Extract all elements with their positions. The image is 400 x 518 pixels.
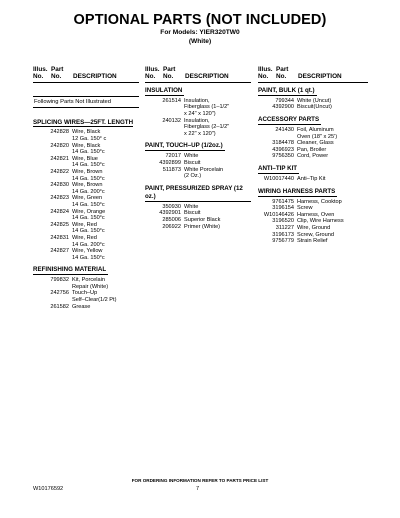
part-description: Wire, Green 14 Ga. 150°c bbox=[72, 195, 105, 208]
parts-column-1 bbox=[33, 66, 139, 310]
part-row bbox=[33, 248, 139, 261]
part-row bbox=[258, 147, 368, 154]
part-row bbox=[145, 160, 251, 167]
part-description: White (Uncut) bbox=[297, 97, 332, 104]
part-description: Insulation, Fiberglass (2–1/2" x 22" x 120") bbox=[184, 117, 230, 137]
part-description: Harness, Oven bbox=[297, 211, 335, 218]
part-number: 3184478 bbox=[272, 140, 294, 147]
part-description: Pan, Broiler bbox=[297, 146, 327, 153]
part-description: Insulation, Fiberglass (1–1/2" x 24" x 120") bbox=[184, 97, 230, 117]
part-row bbox=[258, 153, 368, 160]
part-number: 242824 bbox=[50, 208, 69, 215]
part-description: Foil, Aluminum Oven (18" x 25') bbox=[297, 127, 338, 140]
part-number: 242756 bbox=[50, 290, 69, 297]
section-title: PAINT, TOUCH–UP (1/2oz.) bbox=[145, 142, 223, 150]
section-insulation bbox=[145, 87, 251, 138]
part-row bbox=[258, 225, 368, 232]
part-number: 241430 bbox=[275, 127, 294, 133]
section-refinishing-material bbox=[33, 266, 139, 310]
part-description: Wire, Blue 14 Ga. 150°c bbox=[72, 155, 105, 169]
part-no-header: Part No. bbox=[51, 66, 64, 81]
description-header: DESCRIPTION bbox=[73, 73, 117, 81]
part-description: Wire, Brown 14 Ga. 150°c bbox=[72, 168, 105, 182]
part-description: Superior Black bbox=[184, 216, 221, 223]
part-number: 9756350 bbox=[272, 153, 294, 160]
column-header bbox=[258, 66, 368, 83]
part-row bbox=[33, 277, 139, 290]
description-header: DESCRIPTION bbox=[298, 73, 342, 81]
parts-list bbox=[33, 277, 139, 310]
section-title: INSULATION bbox=[145, 86, 183, 94]
part-description: Wire, Brown 14 Ga. 200°c bbox=[72, 182, 105, 195]
part-description: Wire, Orange 14 Ga. 150°c bbox=[72, 208, 106, 222]
part-description: Touch–Up Self–Clear(1/2 Pt) bbox=[72, 290, 117, 304]
part-row bbox=[145, 98, 251, 118]
part-row bbox=[258, 205, 368, 212]
part-row bbox=[258, 140, 368, 147]
part-description: Strain Relief bbox=[297, 238, 328, 245]
part-number: 242828 bbox=[50, 129, 69, 136]
part-no-header: Part No. bbox=[163, 66, 176, 81]
part-number: 261582 bbox=[50, 303, 69, 310]
part-number: 511873 bbox=[162, 166, 181, 173]
part-number: 285006 bbox=[162, 216, 181, 223]
part-description: Harness, Cooktop bbox=[297, 198, 342, 205]
part-number: 4396923 bbox=[272, 146, 294, 153]
illus-no-header: Illus. No. bbox=[258, 66, 273, 81]
part-description: Wire, Red 14 Ga. 200°c bbox=[72, 234, 105, 248]
part-row bbox=[33, 143, 139, 156]
part-number: 242827 bbox=[50, 248, 69, 255]
part-number: 242831 bbox=[50, 234, 69, 241]
part-row bbox=[258, 212, 368, 219]
part-row bbox=[258, 176, 368, 183]
part-number: 206922 bbox=[162, 223, 181, 230]
part-number: 9761475 bbox=[272, 198, 294, 205]
part-row bbox=[258, 218, 368, 225]
part-row bbox=[33, 222, 139, 235]
section-title: SPLICING WIRES—25FT. LENGTH bbox=[33, 119, 134, 127]
section-paint-touch-up bbox=[145, 142, 251, 179]
part-row bbox=[33, 290, 139, 303]
part-description: Cleaner, Glass bbox=[297, 140, 334, 147]
part-row bbox=[145, 167, 251, 180]
part-row bbox=[145, 224, 251, 231]
part-number: 4392900 bbox=[272, 104, 294, 111]
part-number: 242822 bbox=[50, 168, 69, 175]
model-subtitle: For Models: YIER320TW0 bbox=[160, 29, 240, 36]
ordering-info-note: FOR ORDERING INFORMATION REFER TO PARTS PRICE LIST bbox=[131, 478, 269, 483]
part-number: 242823 bbox=[50, 195, 69, 202]
part-row bbox=[145, 204, 251, 211]
part-description: Biscuit bbox=[184, 210, 201, 217]
section-anti-tip-kit bbox=[258, 165, 368, 183]
section-title: PAINT, PRESSURIZED SPRAY (12 oz.) bbox=[145, 185, 251, 202]
part-number: 242830 bbox=[50, 182, 69, 189]
part-number: 799832 bbox=[50, 277, 69, 284]
part-row bbox=[33, 182, 139, 195]
color-variant: (White) bbox=[188, 38, 212, 45]
parts-list bbox=[258, 176, 368, 183]
part-row bbox=[33, 304, 139, 311]
part-row bbox=[258, 238, 368, 245]
part-row bbox=[258, 127, 368, 140]
parts-list bbox=[33, 129, 139, 261]
section-title: ANTI–TIP KIT bbox=[258, 164, 298, 172]
document-number: W10176592 bbox=[33, 486, 64, 492]
part-number: 242820 bbox=[50, 142, 69, 149]
part-description: White Porcelain (2 Oz.) bbox=[184, 166, 224, 180]
part-row bbox=[258, 232, 368, 239]
parts-list bbox=[258, 127, 368, 160]
part-row bbox=[258, 104, 368, 111]
part-number: 242825 bbox=[50, 221, 69, 228]
part-no-header: Part No. bbox=[276, 66, 289, 81]
part-row bbox=[33, 235, 139, 248]
part-number: 72017 bbox=[165, 153, 181, 160]
column-header bbox=[145, 66, 251, 83]
part-description: White bbox=[184, 153, 199, 160]
part-row bbox=[145, 210, 251, 217]
parts-column-3 bbox=[258, 66, 368, 245]
part-description: Screw bbox=[297, 205, 313, 212]
section-title: REFINISHING MATERIAL bbox=[33, 266, 107, 274]
part-number: 3196520 bbox=[272, 218, 294, 225]
not-illustrated-note: Following Parts Not Illustrated bbox=[33, 96, 139, 109]
column-header bbox=[33, 66, 139, 83]
section-wiring-harness-parts bbox=[258, 188, 368, 245]
section-accessory-parts bbox=[258, 116, 368, 160]
part-description: White bbox=[184, 203, 199, 210]
page-header bbox=[0, 13, 400, 46]
part-number: W10146426 bbox=[263, 211, 294, 218]
parts-list bbox=[258, 199, 368, 245]
part-number: 4392901 bbox=[159, 210, 181, 217]
parts-list bbox=[145, 204, 251, 230]
part-number: 311227 bbox=[275, 224, 294, 231]
part-row bbox=[145, 217, 251, 224]
part-row bbox=[145, 118, 251, 138]
illus-no-header: Illus. No. bbox=[145, 66, 160, 81]
part-number: 3196173 bbox=[272, 231, 294, 238]
part-description: Wire, Black 14 Ga. 150°c bbox=[72, 142, 105, 156]
parts-column-2 bbox=[145, 66, 251, 230]
part-description: Cord, Power bbox=[297, 153, 329, 160]
part-number: 3196154 bbox=[272, 205, 294, 212]
part-description: Wire, Yellow 14 Ga. 150°c bbox=[72, 248, 105, 261]
part-description: Screw, Ground bbox=[297, 231, 334, 238]
part-row bbox=[33, 129, 139, 142]
parts-list bbox=[145, 98, 251, 138]
section-title: ACCESSORY PARTS bbox=[258, 116, 320, 123]
part-number: W10017440 bbox=[263, 175, 294, 182]
part-description: Biscuit(Uncut) bbox=[297, 104, 332, 111]
part-row bbox=[258, 98, 368, 105]
part-row bbox=[33, 156, 139, 169]
part-number: 240132 bbox=[162, 117, 181, 124]
part-description: Grease bbox=[72, 303, 91, 310]
illus-no-header: Illus. No. bbox=[33, 66, 48, 81]
part-description: Anti–Tip Kit bbox=[297, 175, 326, 182]
part-number: 242821 bbox=[50, 155, 69, 162]
section-paint-pressurized-spray bbox=[145, 185, 251, 230]
part-description: Kit, Porcelain Repair (White) bbox=[72, 277, 109, 290]
parts-list bbox=[145, 153, 251, 179]
part-row bbox=[258, 199, 368, 206]
section-splicing-wires bbox=[33, 119, 139, 261]
part-number: 4392899 bbox=[159, 159, 181, 166]
description-header: DESCRIPTION bbox=[185, 73, 229, 81]
part-description: Wire, Black 12 Ga. 150° c bbox=[72, 129, 107, 142]
parts-list bbox=[258, 98, 368, 111]
page-number: 7 bbox=[196, 486, 200, 492]
part-number: 799344 bbox=[275, 97, 294, 104]
section-paint-bulk bbox=[258, 87, 368, 111]
part-description: Biscuit bbox=[184, 159, 201, 166]
part-description: Wire, Ground bbox=[297, 224, 331, 231]
part-number: 350930 bbox=[162, 203, 181, 210]
page-title: OPTIONAL PARTS (NOT INCLUDED) bbox=[73, 12, 327, 28]
part-description: Wire, Red 14 Ga. 150°c bbox=[72, 221, 105, 235]
part-description: Primer (White) bbox=[184, 223, 221, 230]
part-row bbox=[145, 153, 251, 160]
section-title: PAINT, BULK (1 qt.) bbox=[258, 86, 315, 94]
part-description: Clip, Wire Harness bbox=[297, 218, 344, 225]
section-title: WIRING HARNESS PARTS bbox=[258, 187, 336, 195]
part-number: 261514 bbox=[162, 97, 181, 104]
part-row bbox=[33, 209, 139, 222]
part-row bbox=[33, 195, 139, 208]
part-row bbox=[33, 169, 139, 182]
part-number: 9756779 bbox=[272, 238, 294, 245]
